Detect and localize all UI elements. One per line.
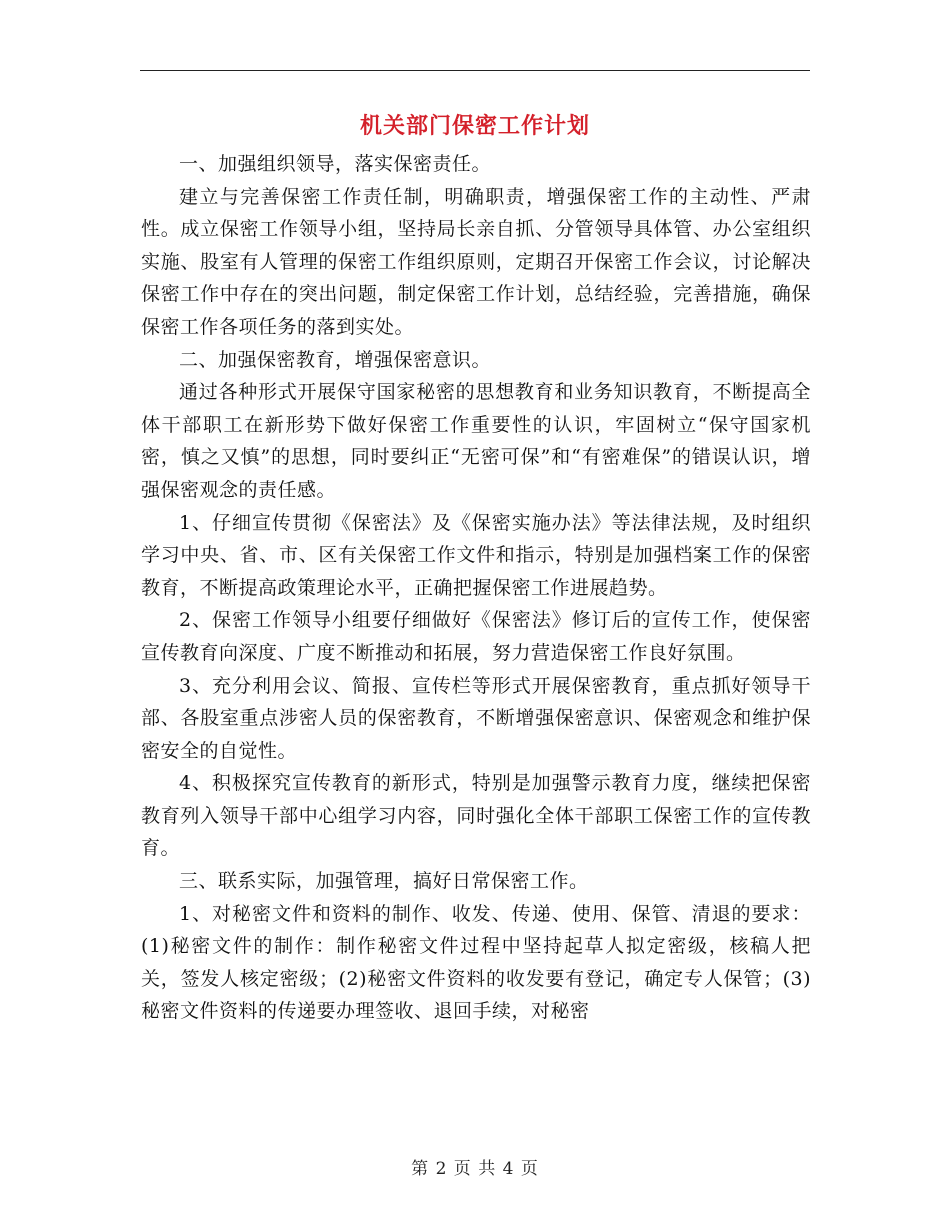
paragraph: 1、仔细宣传贯彻《保密法》及《保密实施办法》等法律法规，及时组织学习中央、省、市、区有关保密工作文件和指示，特别是加强档案工作的保密教育，不断提高政策理论水平，正确把握保密工作进展趋势。 <box>141 511 811 599</box>
paragraph: 1、对秘密文件和资料的制作、收发、传递、使用、保管、清退的要求：(1)秘密文件的制作：制作秘密文件过程中坚持起草人拟定密级，核稿人把关，签发人核定密级；(2)秘密文件资料的收发要有登记，确定专人保管；(3)秘密文件资料的传递要办理签收、退回手续，对秘密 <box>141 902 811 1023</box>
paragraph: 3、充分利用会议、简报、宣传栏等形式开展保密教育，重点抓好领导干部、各股室重点涉密人员的保密教育，不断增强保密意识、保密观念和维护保密安全的自觉性。 <box>141 674 811 762</box>
paragraph: 2、保密工作领导小组要仔细做好《保密法》修订后的宣传工作，使保密宣传教育向深度、广度不断推动和拓展，努力营造保密工作良好氛围。 <box>141 609 811 664</box>
paragraph: 一、加强组织领导，落实保密责任。 <box>179 153 492 175</box>
paragraph: 二、加强保密教育，增强保密意识。 <box>179 348 492 371</box>
page-footer: 第 2 页 共 4 页 <box>411 1159 539 1179</box>
paragraph: 通过各种形式开展保守国家秘密的思想教育和业务知识教育，不断提高全体干部职工在新形势下做好保密工作重要性的认识，牢固树立“保守国家机密，慎之又慎”的思想，同时要纠正“无密可保”和“有密难保”的错误认识，增强保密观念的责任感。 <box>141 381 811 501</box>
paragraph: 建立与完善保密工作责任制，明确职责，增强保密工作的主动性、严肃性。成立保密工作领导小组，坚持局长亲自抓、分管领导具体管、办公室组织实施、股室有人管理的保密工作组织原则，定期召开保密工作会议，讨论解决保密工作中存在的突出问题，制定保密工作计划，总结经验，完善措施，确保保密工作各项任务的落到实处。 <box>141 185 811 338</box>
document-title: 机关部门保密工作计划 <box>359 113 590 139</box>
document-body <box>141 148 811 1028</box>
header-rule <box>140 70 810 71</box>
paragraph: 三、联系实际，加强管理，搞好日常保密工作。 <box>179 870 589 893</box>
paragraph: 4、积极探究宣传教育的新形式，特别是加强警示教育力度，继续把保密教育列入领导干部中心组学习内容，同时强化全体干部职工保密工作的宣传教育。 <box>141 772 811 860</box>
